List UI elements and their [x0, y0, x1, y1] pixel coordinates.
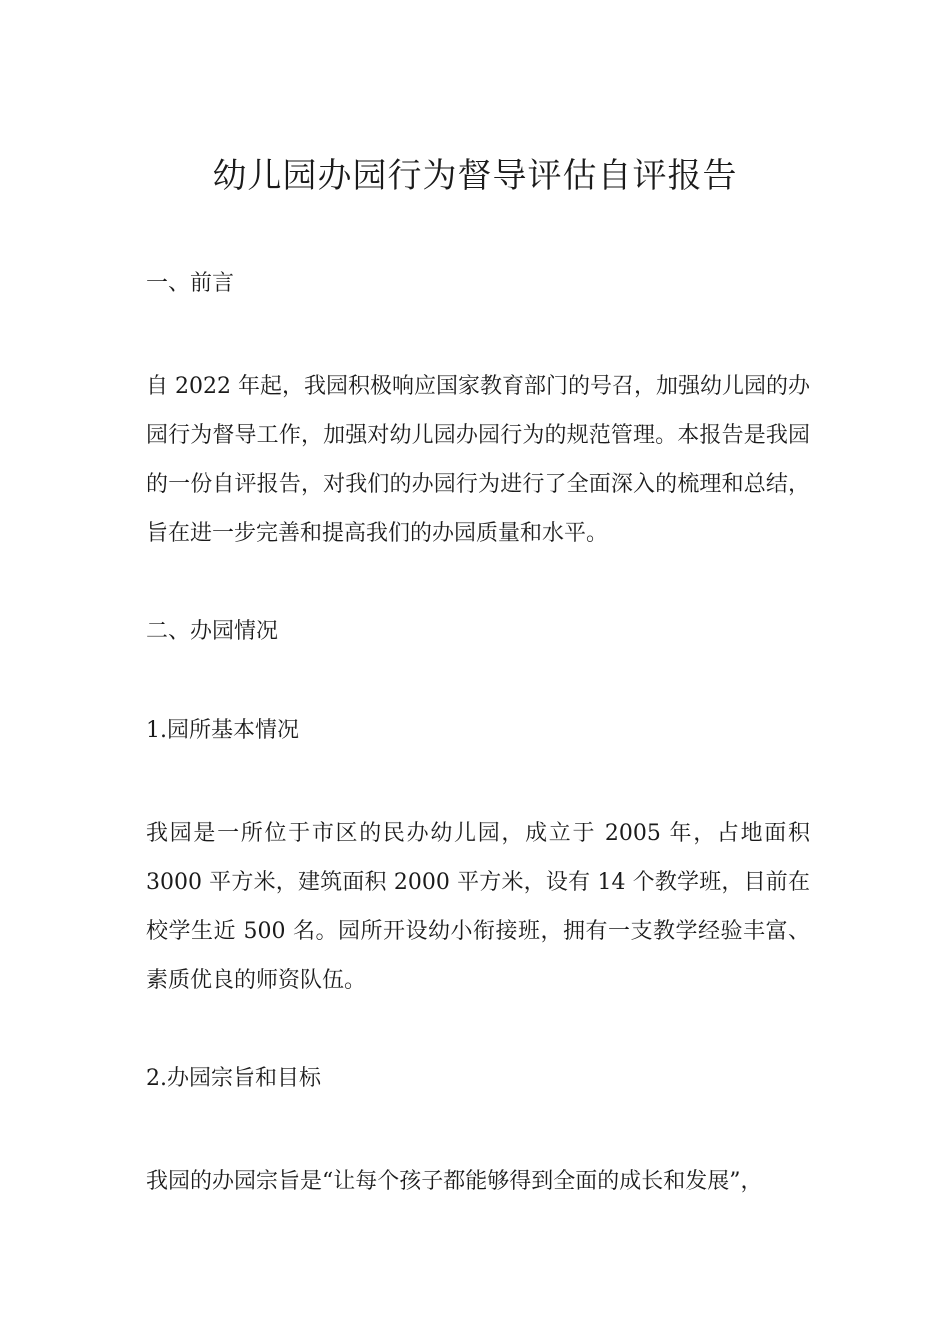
purpose-goals-paragraph: 我园的办园宗旨是“让每个孩子都能够得到全面的成长和发展”， — [146, 1169, 763, 1194]
basic-info-paragraph: 我园是一所位于市区的民办幼儿园，成立于 2005 年，占地面积 3000 平方米，建筑面积 2000 平方米，设有 14 个教学班，目前在校学生近 500 名。园所开设幼小衔接班，拥有一支教学经验丰富、素质优良的师资队伍。 — [146, 821, 810, 993]
subsection-heading-basic-info: 1.园所基本情况 — [146, 718, 299, 743]
document-title: 幼儿园办园行为督导评估自评报告 — [212, 156, 738, 196]
section-heading-operations: 二、办园情况 — [146, 619, 279, 644]
preface-paragraph: 自 2022 年起，我园积极响应国家教育部门的号召，加强幼儿园的办园行为督导工作，加强对幼儿园办园行为的规范管理。本报告是我园的一份自评报告，对我们的办园行为进行了全面深入的梳理和总结，旨在进一步完善和提高我们的办园质量和水平。 — [146, 374, 810, 546]
section-heading-preface: 一、前言 — [146, 271, 235, 296]
subsection-heading-purpose-goals: 2.办园宗旨和目标 — [146, 1066, 321, 1091]
